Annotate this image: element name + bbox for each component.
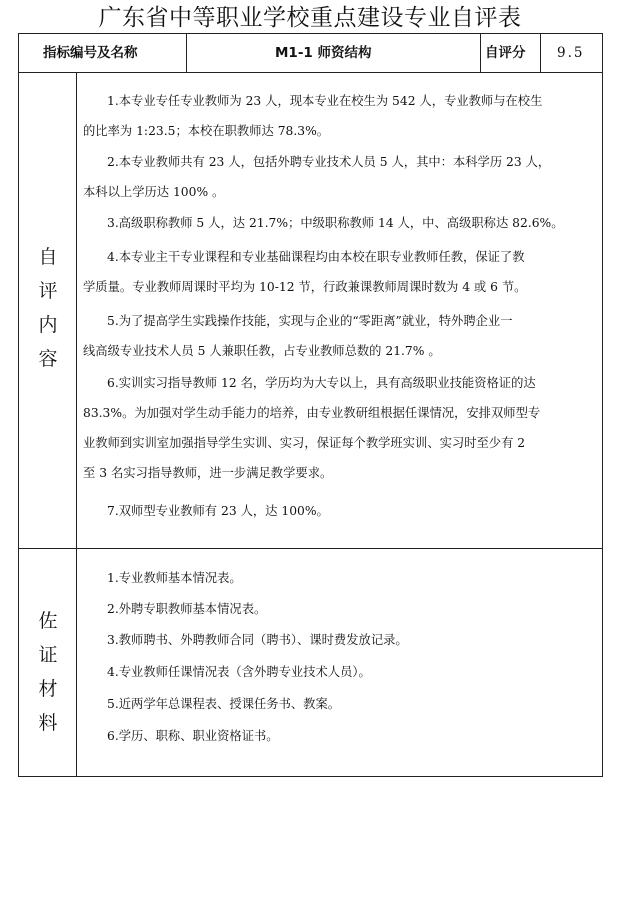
score-value: 9.5 bbox=[557, 45, 585, 61]
evidence-label-char: 证 bbox=[38, 644, 58, 666]
paragraph-line: 的比率为 1:23.5；本校在职教师达 78.3%。 bbox=[83, 124, 330, 138]
paragraph-line: 6.实训实习指导教师 12 名，学历均为大专以上，具有高级职业技能资格证的达 bbox=[107, 376, 536, 390]
self-eval-paragraph bbox=[83, 147, 597, 207]
paragraph-line: 业教师到实训室加强指导学生实训、实习，保证每个教学班实训、实习时至少有 2 bbox=[83, 436, 526, 450]
self-eval-label-char: 容 bbox=[38, 348, 58, 370]
score-label: 自评分 bbox=[485, 45, 526, 61]
paragraph-line: 本科以上学历达 100% 。 bbox=[83, 185, 225, 199]
page-title: 广东省中等职业学校重点建设专业自评表 bbox=[98, 5, 522, 31]
paragraph-line: 学质量。专业教师周课时平均为 10-12 节，行政兼课教师周课时数为 4 或 6 节。 bbox=[83, 280, 527, 294]
evidence-item: 6.学历、职称、职业资格证书。 bbox=[107, 729, 279, 743]
paragraph-line: 线高级专业技术人员 5 人兼职任教，占专业教师总数的 21.7% 。 bbox=[83, 344, 441, 358]
evidence-label-char: 材 bbox=[38, 678, 58, 700]
paragraph-line: 7.双师型专业教师有 23 人，达 100%。 bbox=[107, 504, 329, 518]
header-row-divider bbox=[19, 72, 602, 73]
evidence-label bbox=[19, 604, 77, 740]
indicator-label: 指标编号及名称 bbox=[43, 45, 138, 61]
header-divider-3 bbox=[540, 34, 541, 72]
self-eval-paragraph bbox=[83, 86, 597, 146]
self-eval-label bbox=[19, 240, 77, 376]
evidence-label-char: 料 bbox=[38, 712, 58, 734]
paragraph-line: 3.高级职称教师 5 人，达 21.7%；中级职称教师 14 人，中、高级职称达 82.6%。 bbox=[107, 216, 564, 230]
self-eval-paragraph bbox=[83, 306, 597, 366]
header-divider-1 bbox=[186, 34, 187, 72]
evidence-item: 4.专业教师任课情况表（含外聘专业技术人员）。 bbox=[107, 665, 371, 679]
section-divider bbox=[19, 548, 602, 549]
header-divider-2 bbox=[480, 34, 481, 72]
evidence-item: 2.外聘专职教师基本情况表。 bbox=[107, 602, 267, 616]
paragraph-line: 4.本专业主干专业课程和专业基础课程均由本校在职专业教师任教，保证了教 bbox=[107, 250, 525, 264]
indicator-value: M1-1 师资结构 bbox=[275, 45, 372, 61]
paragraph-line: 5.为了提高学生实践操作技能，实现与企业的“零距离”就业，特外聘企业一 bbox=[107, 314, 513, 328]
evidence-item: 3.教师聘书、外聘教师合同（聘书）、课时费发放记录。 bbox=[107, 633, 408, 647]
self-eval-label-char: 评 bbox=[38, 280, 58, 302]
self-eval-paragraph bbox=[83, 368, 597, 488]
self-eval-paragraph bbox=[107, 496, 597, 526]
paragraph-line: 83.3%。为加强对学生动手能力的培养，由专业教研组根据任课情况，安排双师型专 bbox=[83, 406, 541, 420]
self-eval-label-char: 自 bbox=[38, 246, 58, 268]
evidence-label-char: 佐 bbox=[38, 610, 58, 632]
paragraph-line: 2.本专业教师共有 23 人，包括外聘专业技术人员 5 人，其中：本科学历 23 人， bbox=[107, 155, 551, 169]
self-eval-paragraph bbox=[107, 208, 597, 238]
evidence-item: 1.专业教师基本情况表。 bbox=[107, 571, 242, 585]
paragraph-line: 1.本专业专任专业教师为 23 人，现本专业在校生为 542 人，专业教师与在校生 bbox=[107, 94, 543, 108]
evidence-item: 5.近两学年总课程表、授课任务书、教案。 bbox=[107, 697, 341, 711]
self-eval-label-char: 内 bbox=[38, 314, 58, 336]
paragraph-line: 至 3 名实习指导教师，进一步满足教学要求。 bbox=[83, 466, 333, 480]
self-eval-paragraph bbox=[83, 242, 597, 302]
